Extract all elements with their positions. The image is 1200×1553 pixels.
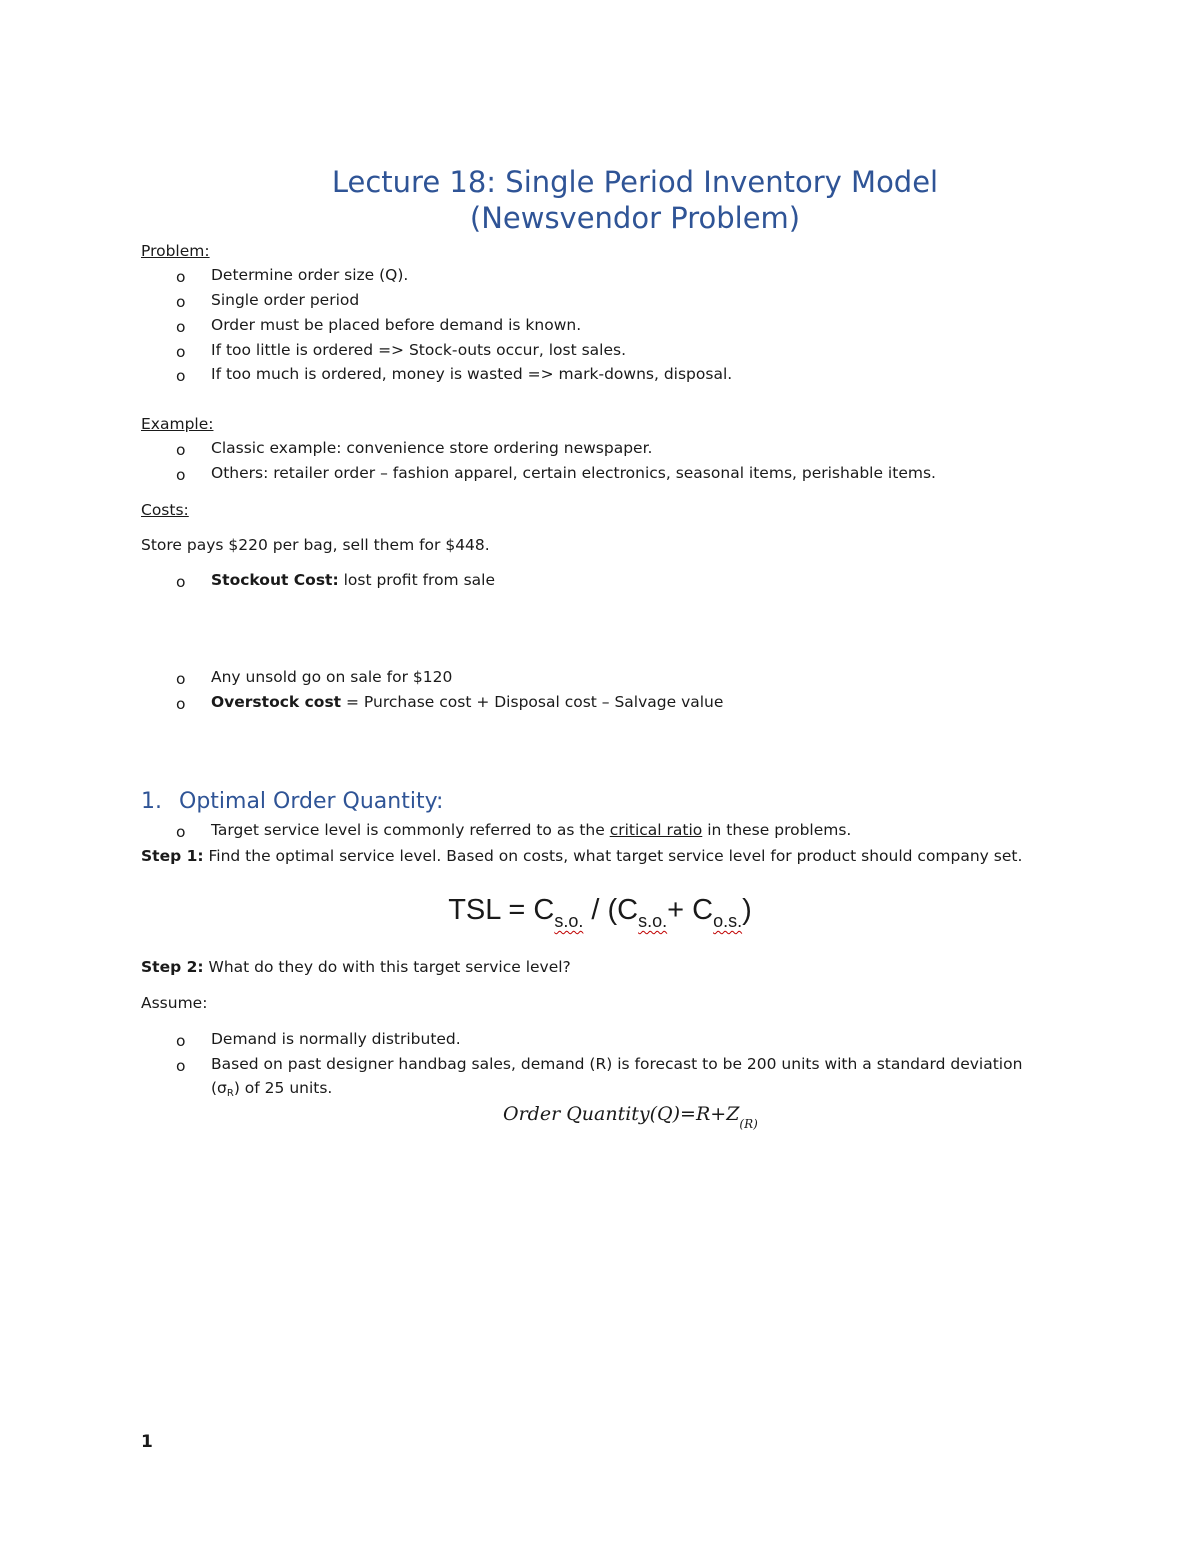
tsl-formula: TSL = $C_{s.o.} / (C_{s.o.}+ C_{o.s.})$ xyxy=(448,894,752,931)
bullet-marker: o xyxy=(176,823,186,841)
bullet-marker: o xyxy=(176,670,186,688)
stockout-cost-text: lost profit from sale xyxy=(338,571,495,589)
stockout-cost-item xyxy=(211,570,495,590)
step2-label: Step 2: xyxy=(141,958,204,976)
step1-paragraph xyxy=(141,846,1022,866)
overstock-cost-label: Overstock cost xyxy=(211,693,342,711)
assume-label: Assume: xyxy=(141,994,208,1012)
page-number: 1 xyxy=(141,1432,153,1452)
critical-ratio-item: Target service level is commonly referred to as the critical ratio in these problems. xyxy=(211,821,852,839)
step2-text: What do they do with this target service level? xyxy=(203,958,571,976)
section-title: Optimal Order Quantity: xyxy=(179,789,444,814)
stockout-cost-label: Stockout Cost: xyxy=(211,571,339,589)
bullet-marker: o xyxy=(176,343,186,361)
section-number: 1. xyxy=(141,789,162,814)
bullet-marker: o xyxy=(176,367,186,385)
problem-item: If too little is ordered => Stock-outs occur, lost sales. xyxy=(211,341,626,359)
overstock-cost-text: = Purchase cost + Disposal cost – Salvage value xyxy=(341,693,724,711)
assume-item: Demand is normally distributed. xyxy=(211,1030,461,1048)
bullet-marker: o xyxy=(176,293,186,311)
assume-item: Based on past designer handbag sales, demand (R) is forecast to be 200 units with a standard deviation (σR) of 25 units. xyxy=(211,1055,1023,1099)
document-title-line1: Lecture 18: Single Period Inventory Model xyxy=(331,165,939,199)
step1-text: Find the optimal service level. Based on costs, what target service level for product should company set. xyxy=(203,847,1023,865)
example-item: Others: retailer order – fashion apparel, certain electronics, seasonal items, perishable items. xyxy=(211,464,936,482)
order-quantity-formula: Order $Quantity(Q)=R+Z_{(R)}$ xyxy=(503,1103,758,1131)
bullet-marker: o xyxy=(176,573,186,591)
problem-item: If too much is ordered, money is wasted => mark-downs, disposal. xyxy=(211,365,733,383)
example-heading: Example: xyxy=(141,415,214,433)
bullet-marker: o xyxy=(176,695,186,713)
document-title-line2: (Newsvendor Problem) xyxy=(469,201,801,235)
costs-heading: Costs: xyxy=(141,501,189,519)
step1-label: Step 1: xyxy=(141,847,204,865)
bullet-marker: o xyxy=(176,1032,186,1050)
problem-item: Determine order size (Q). xyxy=(211,266,409,284)
bullet-marker: o xyxy=(176,318,186,336)
costs-intro: Store pays $220 per bag, sell them for $448. xyxy=(141,536,490,554)
unsold-item: Any unsold go on sale for $120 xyxy=(211,668,453,686)
problem-item: Single order period xyxy=(211,291,360,309)
bullet-marker: o xyxy=(176,441,186,459)
critical-ratio-term: critical ratio xyxy=(609,821,703,839)
bullet-marker: o xyxy=(176,1057,186,1075)
section-heading xyxy=(141,787,443,817)
example-item: Classic example: convenience store ordering newspaper. xyxy=(211,439,653,457)
bullet-marker: o xyxy=(176,466,186,484)
bullet-marker: o xyxy=(176,268,186,286)
step2-paragraph xyxy=(141,957,571,977)
overstock-cost-item xyxy=(211,692,723,712)
problem-heading: Problem: xyxy=(141,242,210,260)
problem-item: Order must be placed before demand is known. xyxy=(211,316,582,334)
